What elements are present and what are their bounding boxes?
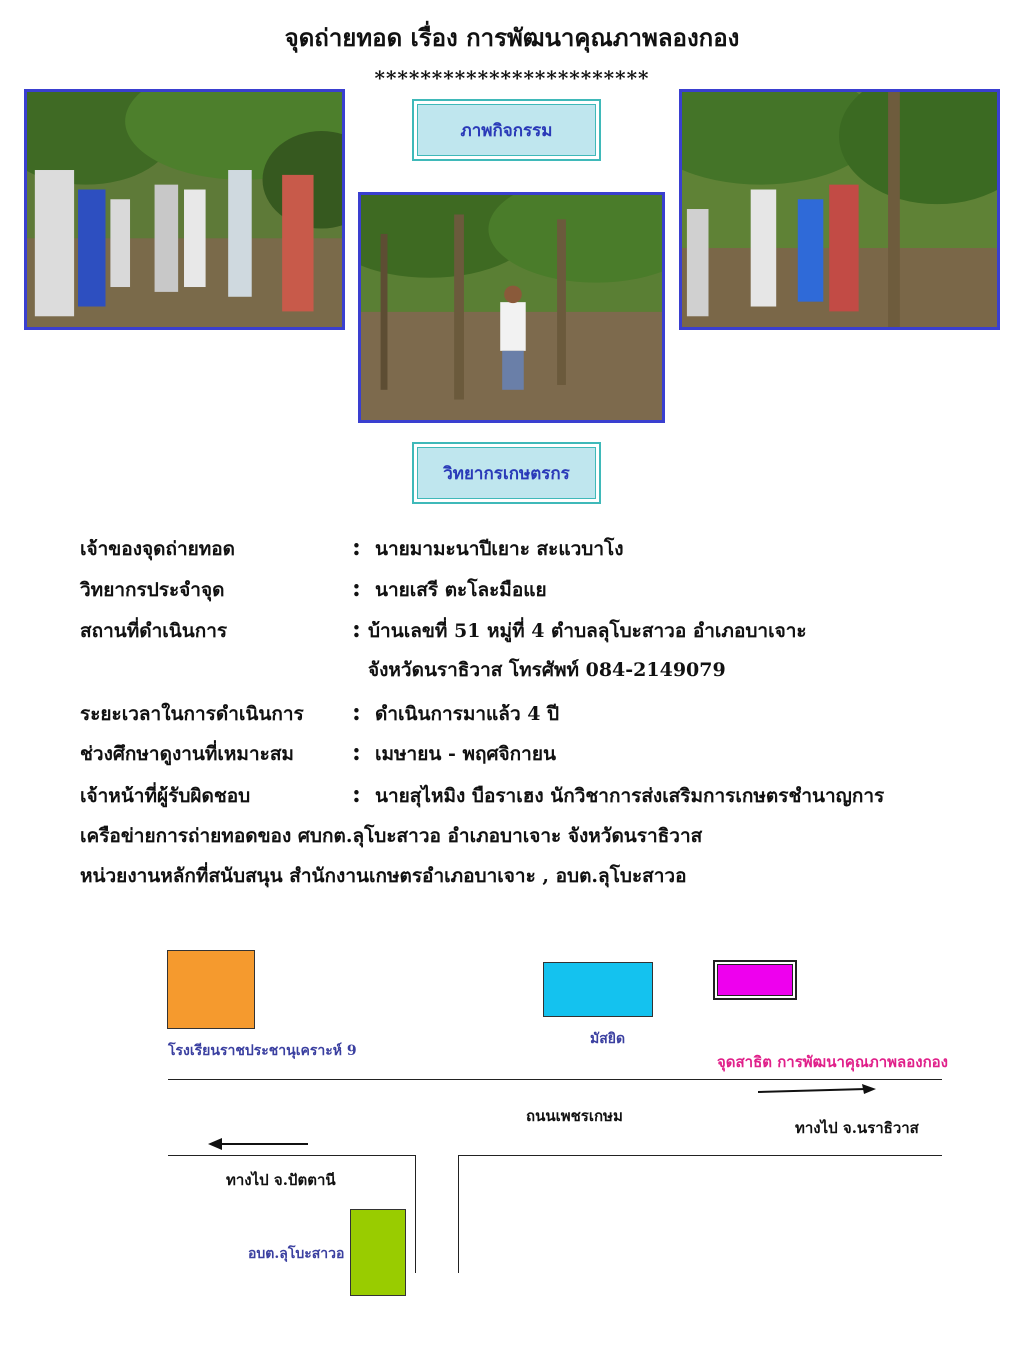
activity-photo-left	[24, 89, 345, 330]
sao-label: อบต.ลุโบะสาวอ	[248, 1246, 345, 1262]
lecturer-label	[412, 442, 601, 504]
road-bottom-left-line	[168, 1155, 416, 1156]
season-label: ช่วงศึกษาดูงานที่เหมาะสม	[80, 743, 294, 765]
location-value-line2: จังหวัดนราธิวาส โทรศัพท์ 084-2149079	[368, 659, 726, 681]
duration-value: ดำเนินการมาแล้ว 4 ปี	[375, 703, 560, 725]
star-divider: ************************	[374, 66, 650, 90]
network-text: เครือข่ายการถ่ายทอดของ ศบกต.ลุโบะสาวอ อำเภอบาเจาะ จังหวัดนราธิวาส	[80, 825, 703, 847]
to-pattani-label: ทางไป จ.ปัตตานี	[226, 1171, 336, 1189]
to-narathiwat-label: ทางไป จ.นราธิวาส	[795, 1119, 919, 1137]
owner-label: เจ้าของจุดถ่ายทอด	[80, 538, 236, 560]
owner-colon: :	[352, 532, 361, 561]
lecturer-colon: :	[352, 573, 361, 602]
side-road-left-line	[415, 1155, 416, 1273]
season-value: เมษายน - พฤศจิกายน	[375, 743, 556, 765]
mosque-block	[543, 962, 653, 1017]
location-colon: :	[352, 614, 361, 643]
officer-label: เจ้าหน้าที่ผู้รับผิดชอบ	[80, 785, 251, 807]
duration-colon: :	[352, 697, 361, 726]
page-title: จุดถ่ายทอด เรื่อง การพัฒนาคุณภาพลองกอง	[284, 23, 740, 52]
road-name: ถนนเพชรเกษม	[526, 1107, 623, 1125]
school-block	[167, 950, 255, 1029]
season-colon: :	[352, 737, 361, 766]
mosque-label: มัสยิด	[590, 1031, 626, 1047]
lecturer-row-label: วิทยากรประจำจุด	[80, 579, 225, 601]
arrow-left-icon	[208, 1137, 310, 1151]
demo-point-label: จุดสาธิต การพัฒนาคุณภาพลองกอง	[717, 1053, 948, 1071]
road-top-line	[168, 1079, 942, 1080]
location-label: สถานที่ดำเนินการ	[80, 620, 228, 642]
lecturer-photo-center	[358, 192, 665, 423]
location-value: บ้านเลขที่ 51 หมู่ที่ 4 ตำบลลุโบะสาวอ อำเภอบาเจาะ	[368, 620, 807, 642]
school-label: โรงเรียนราชประชานุเคราะห์ 9	[168, 1043, 357, 1059]
officer-value: นายสุไหมิง บือราเฮง นักวิชาการส่งเสริมการเกษตรชำนาญการ	[375, 785, 885, 807]
activity-label-text: ภาพกิจกรรม	[417, 104, 596, 156]
sao-block	[350, 1209, 406, 1296]
side-road-right-line	[458, 1155, 459, 1273]
duration-label: ระยะเวลาในการดำเนินการ	[80, 703, 304, 725]
demo-point-block	[713, 960, 797, 1000]
demo-point-fill	[717, 964, 793, 996]
lecturer-value: นายเสรี ตะโละมือแย	[375, 579, 547, 601]
arrow-right-icon	[758, 1084, 878, 1098]
officer-colon: :	[352, 779, 361, 808]
owner-value: นายมามะนาปีเยาะ สะแวบาโง	[375, 538, 624, 560]
activity-label	[412, 99, 601, 161]
support-text: หน่วยงานหลักที่สนับสนุน สำนักงานเกษตรอำเภอบาเจาะ , อบต.ลุโบะสาวอ	[80, 865, 687, 887]
lecturer-label-text: วิทยากรเกษตรกร	[417, 447, 596, 499]
activity-photo-right	[679, 89, 1000, 330]
road-bottom-right-line	[458, 1155, 942, 1156]
